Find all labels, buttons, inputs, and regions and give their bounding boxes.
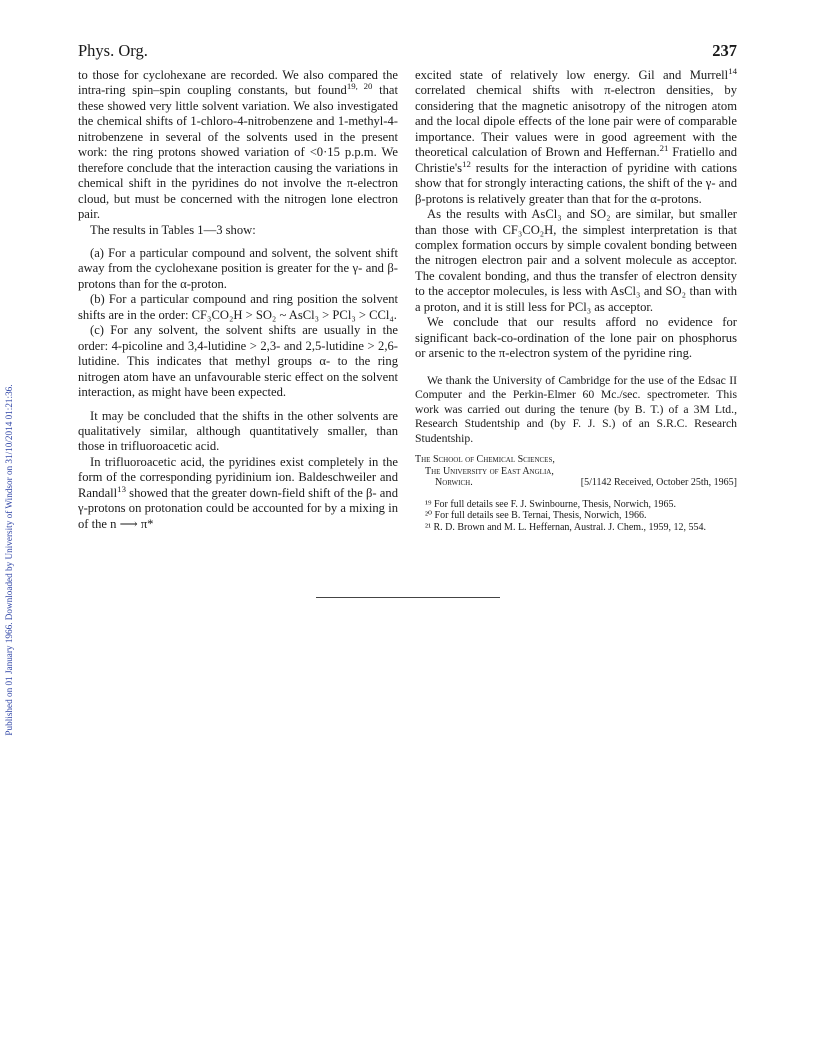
paragraph: excited state of relatively low energy. Gil and Murrell$^{14}$ correlated chemical shifts with π-electron densities, by considering that the magnetic anisotropy of the nitrogen atom and the local dipole effects of the lone pair were of comparable importance. Their values were in good agreement with the theoretical calculation of Brown and Heffernan.$^{21}$ Fratiello and $Christie's^{12}$ results for the interaction of pyridine with cations show that for strongly interacting cations, the shift of the γ- and β-protons is relatively greater than that for the α-protons.	[415, 65, 737, 206]
paragraph: It may be concluded that the shifts in the other solvents are qualitatively similar, although quantitatively smaller, than those in trifluoroacetic acid.	[78, 408, 398, 454]
affiliation-line: Norwich.	[435, 477, 473, 489]
paragraph: As the results with AsCl₃ and SO₂ are similar, but smaller than those with CF₃CO₂H, the simplest interpretation is that complex formation occurs by simple covalent bonding between the nitrogen electron pair and a solvent molecule as acceptor. The covalent bonding, and thus the transfer of electron density to the acceptor molecules, is less with AsCl₃ and SO₂ than with a proton, and it is still less for PCl₃ as acceptor.	[415, 207, 737, 314]
provenance-text: Published on 01 January 1966. Downloaded by University of Windsor on 31/10/2014 01:21:36.	[4, 384, 14, 736]
footnotes	[415, 499, 737, 534]
paragraph: In trifluoroacetic acid, the pyridines exist completely in the form of the corresponding pyridinium ion. Baldeschweiler and Randall$^{13}$ showed that the greater down-field shift of the β- and γ-protons on protonation could be accounted for by a mixing in of the n ⟶ π*	[78, 454, 398, 531]
received-date: [5/1142 Received, October 25th, 1965]	[580, 477, 737, 489]
left-column	[78, 68, 398, 532]
journal-title: Phys. Org.	[78, 41, 148, 60]
affiliation-line: The School of Chemical Sciences,	[415, 454, 555, 466]
paragraph: We conclude that our results afford no evidence for significant back-co-ordination of the lone pair on phosphorus or arsenic to the π-electron system of the pyridine ring.	[415, 315, 737, 361]
footnote: ²¹ R. D. Brown and M. L. Heffernan, Austral. J. Chem., 1959, 12, 554.	[425, 521, 707, 533]
list-item-a: (a) For a particular compound and solvent, the solvent shift away from the cyclohexane position is greater for the γ- and β-protons than for the α-proton.	[78, 245, 398, 291]
right-column	[415, 65, 737, 533]
end-rule	[316, 597, 500, 598]
footnote: ¹⁹ For full details see F. J. Swinbourne, Thesis, Norwich, 1965.	[425, 498, 677, 510]
footnote: ²⁰ For full details see B. Ternai, Thesis, Norwich, 1966.	[425, 510, 647, 522]
citation: 21	[659, 143, 669, 154]
page-number: 237	[712, 41, 737, 60]
paragraph: to those for cyclohexane are recorded. We also compared the intra-ring spin–spin coupling constants, but found$^{19, 20}$ that these showed very little solvent variation. We also investigated the chemical shifts of 1-chloro-4-nitrobenzene and 1-methyl-4-nitrobenzene in several of the solvents used in the present work: the ring protons showed variation of <0·15 p.p.m. We therefore conclude that the interaction causing the variations in chemical shift in the pyridines do not involve the π-electron cloud, but must be concerned with the nitrogen lone electron pair.	[78, 68, 398, 222]
citation: 14	[728, 65, 737, 76]
list-item-c: (c) For any solvent, the solvent shifts are usually in the order: 4-picoline and 3,4-lutidine > 2,3- and 2,5-lutidine > 2,6-lutidine. This indicates that methyl groups α- to the ring nitrogen atom have an unfavourable steric effect on the solvent interaction, as might have been expected.	[78, 323, 398, 400]
paragraph: The results in Tables 1—3 show:	[90, 222, 256, 237]
acknowledgements: We thank the University of Cambridge for the use of the Edsac II Computer and the Perkin-Elmer 60 Mc./sec. spectrometer. This work was carried out during the tenure (by B. T.) of a 3M Ltd., Research Studentship and (by F. J. S.) of an S.R.C. Research Studentship.	[415, 373, 737, 445]
list-item-b: (b) For a particular compound and ring position the solvent shifts are in the order: CF₃CO₂H > SO₂ ~ AsCl₃ > PCl₃ > CCl₄.	[78, 292, 398, 322]
affiliation-line: The University of East Anglia,	[425, 465, 554, 477]
provenance-sidebar	[2, 90, 16, 1030]
citation: 13	[117, 483, 126, 494]
citation: 12	[462, 158, 471, 169]
citation: 19, 20	[346, 81, 373, 92]
affiliation-block	[415, 454, 737, 489]
